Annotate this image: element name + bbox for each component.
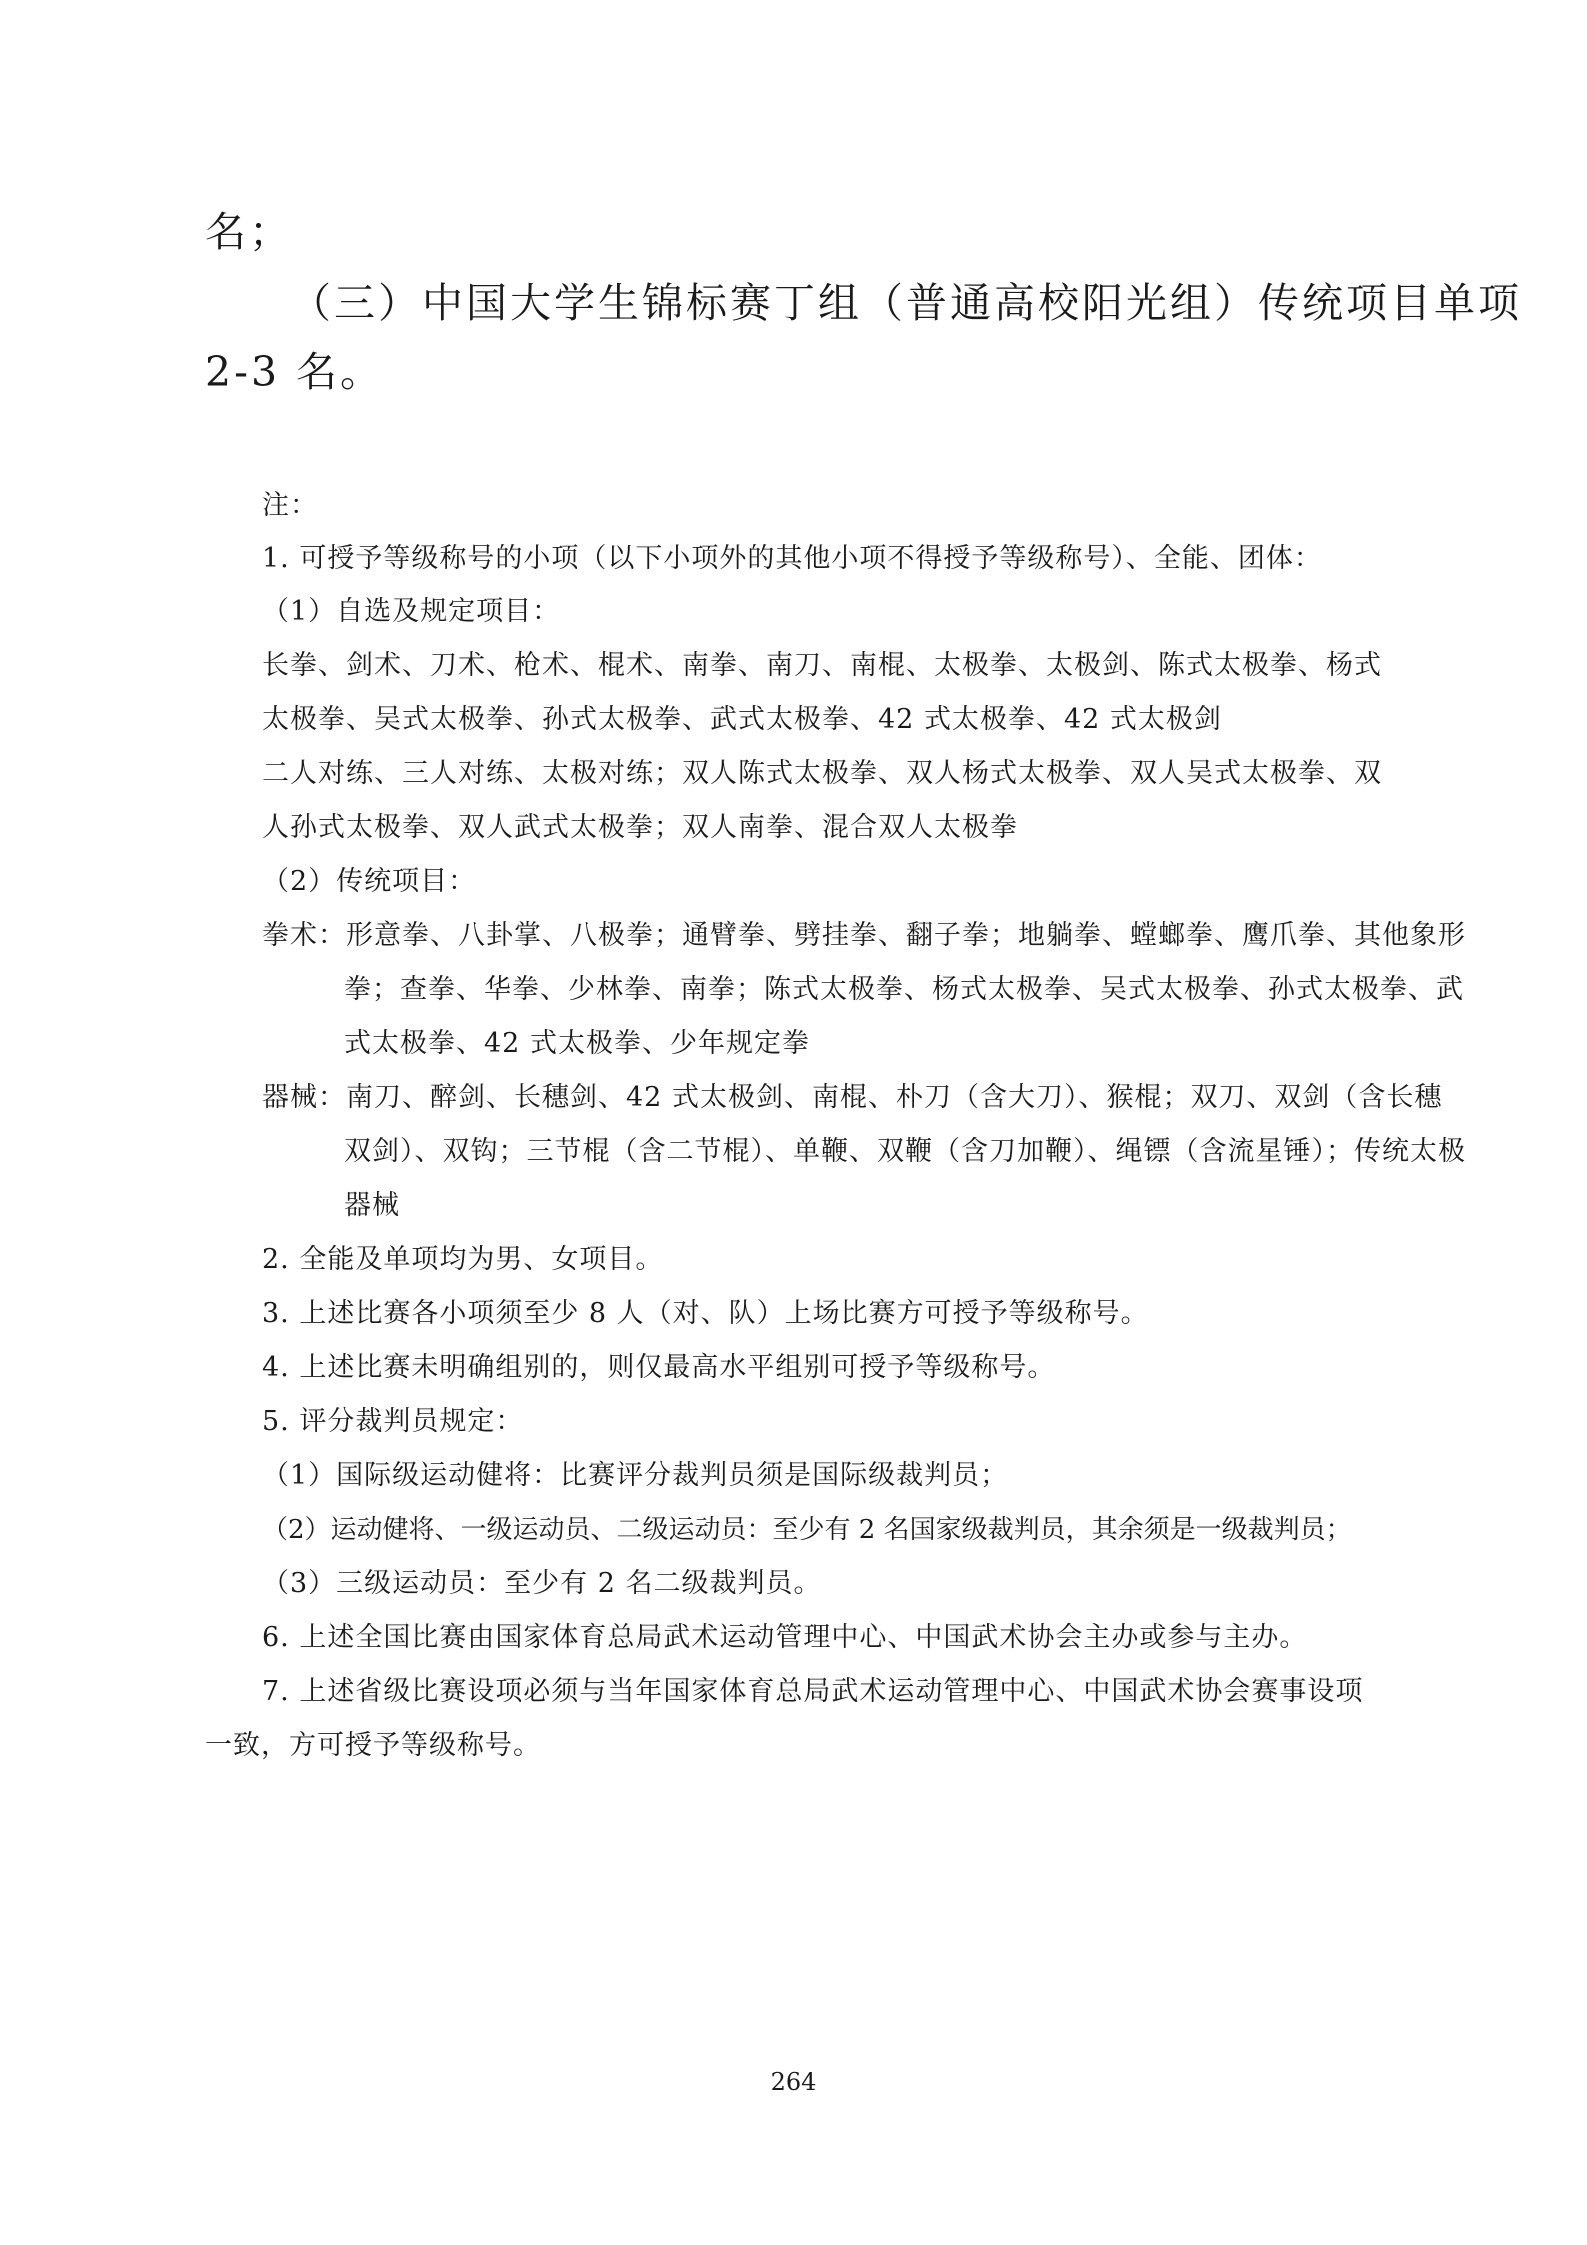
note-3: 3. 上述比赛各小项须至少 8 人（对、队）上场比赛方可授予等级称号。 <box>262 1298 1149 1329</box>
note-1-sub-1-list-b: 二人对练、三人对练、太极对练；双人陈式太极拳、双人杨式太极拳、双人吴式太极拳、双人孙式太极拳、双人武式太极拳；双人南拳、混合双人太极拳 <box>262 758 1382 843</box>
note-5: 5. 评分裁判员规定： <box>262 1406 524 1437</box>
note-2: 2. 全能及单项均为男、女项目。 <box>262 1244 664 1275</box>
notes-heading: 注： <box>262 490 318 521</box>
note-5-sub-2: （2）运动健将、一级运动员、二级运动员：至少有 2 名国家级裁判员，其余须是一级裁判员； <box>262 1515 1352 1545</box>
note-1-sub-1: （1）自选及规定项目： <box>262 596 561 627</box>
qixie-list: 器械：南刀、醉剑、长穗剑、42 式太极剑、南棍、朴刀（含大刀）、猴棍；双刀、双剑（含长穗双剑）、双钩；三节棍（含二节棍）、单鞭、双鞭（含刀加鞭）、绳镖（含流星锤）；传统太极器械 <box>262 1082 1466 1221</box>
note-1-sub-1-list-a: 长拳、剑术、刀术、枪术、棍术、南拳、南刀、南棍、太极拳、太极剑、陈式太极拳、杨式太极拳、吴式太极拳、孙式太极拳、武式太极拳、42 式太极拳、42 式太极剑 <box>262 650 1382 735</box>
note-4: 4. 上述比赛未明确组别的，则仅最高水平组别可授予等级称号。 <box>262 1352 1056 1383</box>
page-number: 264 <box>770 2068 817 2096</box>
item-3-line-1: （三）中国大学生锦标赛丁组（普通高校阳光组）传统项目单项 <box>290 279 1522 327</box>
note-5-sub-1: （1）国际级运动健将：比赛评分裁判员须是国际级裁判员； <box>262 1460 1009 1491</box>
note-6: 6. 上述全国比赛由国家体育总局武术运动管理中心、中国武术协会主办或参与主办。 <box>262 1622 1308 1653</box>
note-5-sub-3: （3）三级运动员：至少有 2 名二级裁判员。 <box>262 1568 822 1599</box>
note-1-sub-2: （2）传统项目： <box>262 866 477 897</box>
note-1: 1. 可授予等级称号的小项（以下小项外的其他小项不得授予等级称号）、全能、团体： <box>262 543 1322 574</box>
item-3-line-2: 2-3 名。 <box>205 348 385 396</box>
continuation-line: 名； <box>205 208 293 256</box>
quanshu-list: 拳术：形意拳、八卦掌、八极拳；通臂拳、劈挂拳、翻子拳；地躺拳、螳螂拳、鹰爪拳、其他象形拳；查拳、华拳、少林拳、南拳；陈式太极拳、杨式太极拳、吴式太极拳、孙式太极拳、武式太极拳、42 式太极拳、少年规定拳 <box>262 920 1466 1059</box>
note-7: 7. 上述省级比赛设项必须与当年国家体育总局武术运动管理中心、中国武术协会赛事设项一致，方可授予等级称号。 <box>205 1676 1364 1761</box>
